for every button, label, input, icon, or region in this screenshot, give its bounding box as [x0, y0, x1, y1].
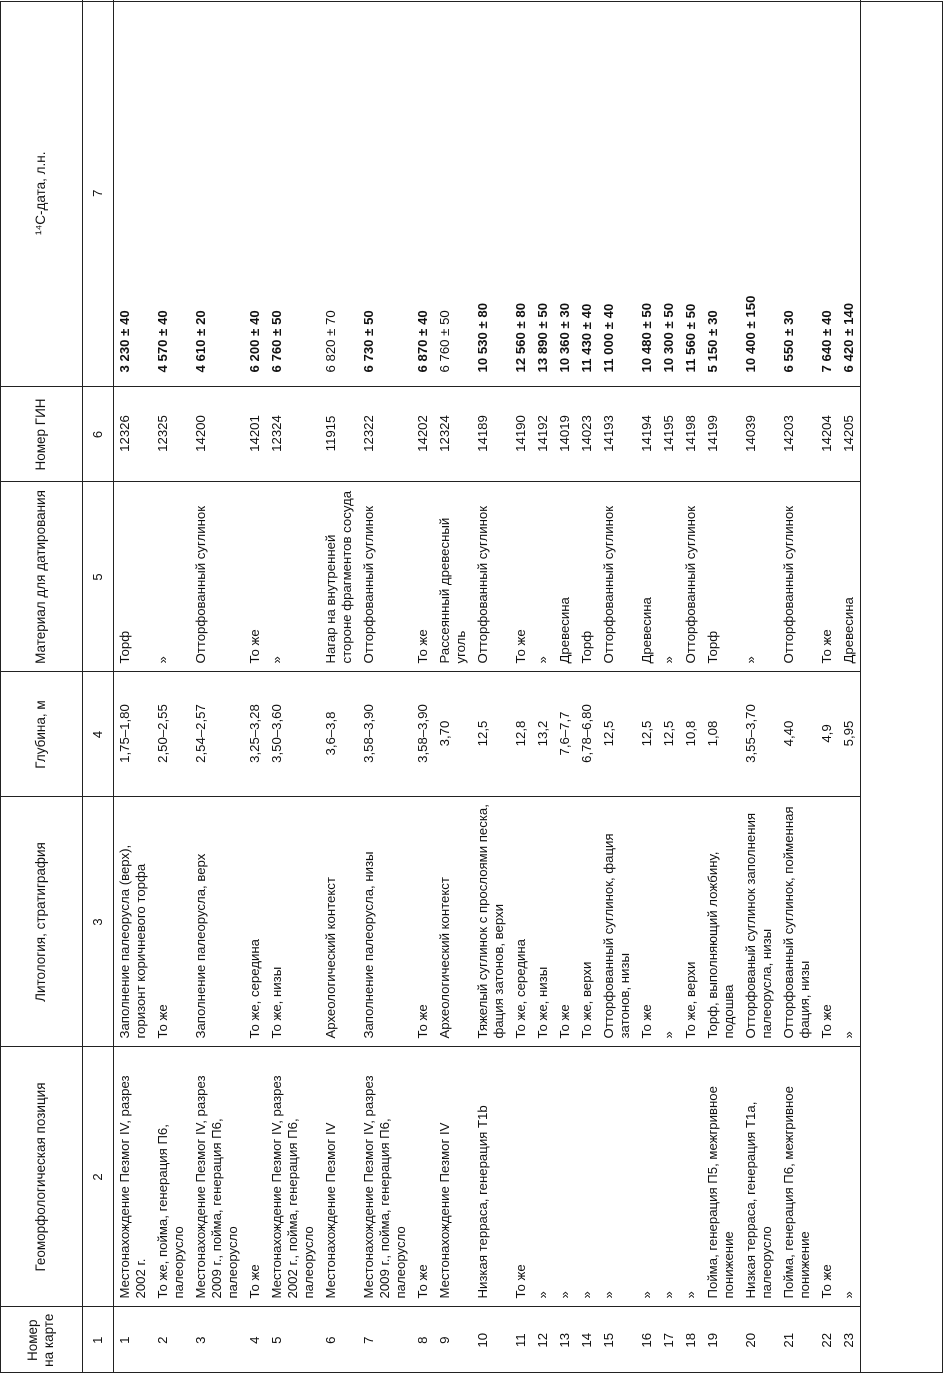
c14-date-cell: 6 420 ± 140	[838, 0, 861, 387]
map-number-cell: 7	[361, 1336, 376, 1344]
table-row	[598, 0, 636, 1373]
depth-cell: 3,25–3,28	[244, 672, 266, 797]
lithology-cell: То же	[636, 797, 658, 1047]
c14-date-cell: 4 570 ± 40	[152, 0, 190, 387]
c14-date-cell: 5 150 ± 30	[702, 0, 740, 387]
depth-cell: 5,95	[838, 672, 861, 797]
table-row	[554, 0, 576, 1373]
lithology-cell: »	[838, 797, 861, 1047]
gin-number-cell: 12326	[114, 387, 153, 482]
dating-material-cell: »	[740, 482, 778, 672]
depth-cell: 12,5	[636, 672, 658, 797]
gin-number-cell: 11915	[320, 387, 358, 482]
gin-number-cell: 14201	[244, 387, 266, 482]
gin-number-cell: 14039	[740, 387, 778, 482]
geomorphological-position-cell: Местонахождение Пезмог IV	[434, 1047, 472, 1307]
header-dating-material: Материал для датирования	[0, 482, 83, 672]
table-row	[266, 0, 320, 1373]
gin-number-cell: 12324	[434, 387, 472, 482]
map-number-cell: 23	[838, 1307, 861, 1373]
c14-date-cell: 4 610 ± 20	[190, 0, 244, 387]
c14-date-cell: 6 820 ± 70	[320, 0, 358, 387]
lithology-cell: Отторфованный суглинок, фация затонов, низы	[598, 797, 636, 1047]
geomorphological-position-cell: »	[680, 1047, 702, 1307]
column-number: 7	[83, 0, 114, 387]
lithology-cell: То же	[152, 797, 190, 1047]
gin-number-cell: 14190	[510, 387, 532, 482]
table-row	[740, 0, 778, 1373]
map-number-cell: 18	[683, 1332, 698, 1348]
depth-cell: 3,55–3,70	[740, 672, 778, 797]
dating-material-cell: Отторфованный суглинок	[190, 482, 244, 672]
lithology-cell: То же, низы	[266, 797, 320, 1047]
dating-material-cell: Отторфованный суглинок	[358, 482, 412, 672]
gin-number-cell: 14203	[778, 387, 816, 482]
gin-number-cell: 14200	[190, 387, 244, 482]
map-number-cell: 21	[781, 1332, 796, 1348]
gin-number-cell: 14192	[532, 387, 554, 482]
lithology-cell: То же, середина	[244, 797, 266, 1047]
map-number-cell: 5	[269, 1336, 284, 1344]
geomorphological-position-cell: То же	[412, 1047, 434, 1307]
lithology-cell: Отторфованый суглинок заполнения палеорусла, низы	[740, 797, 778, 1047]
depth-cell: 3,58–3,90	[412, 672, 434, 797]
c14-date-cell: 3 230 ± 40	[114, 0, 153, 387]
c14-date-cell: 11 430 ± 40	[576, 0, 598, 387]
gin-number-cell: 14023	[576, 387, 598, 482]
table-row	[114, 0, 153, 1373]
c14-date-cell: 6 200 ± 40	[244, 0, 266, 387]
c14-date-cell: 11 560 ± 50	[680, 0, 702, 387]
map-number-cell: 14	[579, 1332, 594, 1348]
geomorphological-position-cell: Местонахождение Пезмог IV, разрез 2002 г.	[114, 1047, 153, 1307]
dating-material-cell: Торф	[576, 482, 598, 672]
depth-cell: 12,5	[598, 672, 636, 797]
geomorphological-position-cell: Пойма, генерация П5, межгривное понижение	[702, 1047, 740, 1307]
table-body	[114, 0, 861, 1373]
header-c14-date: ¹⁴С-дата, л.н.	[0, 0, 83, 387]
depth-cell: 3,50–3,60	[266, 672, 320, 797]
gin-number-cell: 14193	[598, 387, 636, 482]
gin-number-cell: 14189	[472, 387, 510, 482]
depth-cell: 3,6–3,8	[320, 672, 358, 797]
lithology-cell: То же	[412, 797, 434, 1047]
gin-number-cell: 12322	[358, 387, 412, 482]
depth-cell: 7,6–7,7	[554, 672, 576, 797]
depth-cell: 4,9	[816, 672, 838, 797]
gin-number-cell: 14204	[816, 387, 838, 482]
map-number-cell: 20	[743, 1332, 758, 1348]
dating-material-cell: Рассеянный древесный уголь	[434, 482, 472, 672]
c14-date-cell: 11 000 ± 40	[598, 0, 636, 387]
gin-number-cell: 14195	[658, 387, 680, 482]
column-number: 1	[83, 1307, 114, 1373]
depth-cell: 2,50–2,55	[152, 672, 190, 797]
lithology-cell: То же	[554, 797, 576, 1047]
c14-date-cell: 7 640 ± 40	[816, 0, 838, 387]
geomorphological-position-cell: Пойма, генерация П6, межгривное понижение	[778, 1047, 816, 1307]
c14-date-cell: 6 730 ± 50	[358, 0, 412, 387]
column-number: 3	[83, 797, 114, 1047]
dating-material-cell: Отторфованный суглинок	[472, 482, 510, 672]
map-number-cell: 12	[535, 1332, 550, 1348]
c14-date-cell: 10 400 ± 150	[740, 0, 778, 387]
dating-material-cell: То же	[816, 482, 838, 672]
map-number-cell: 17	[661, 1332, 676, 1348]
dating-material-cell: »	[532, 482, 554, 672]
depth-cell: 3,70	[434, 672, 472, 797]
c14-date-cell: 6 550 ± 30	[778, 0, 816, 387]
geomorphological-position-cell: Местонахождение Пезмог IV	[320, 1047, 358, 1307]
column-number: 4	[83, 672, 114, 797]
map-number-cell: 6	[323, 1336, 338, 1344]
lithology-cell: То же, верхи	[680, 797, 702, 1047]
geomorphological-position-cell: Низкая терраса, генерация Т1а, палеорусло	[740, 1047, 778, 1307]
dating-material-cell: Отторфованный суглинок	[778, 482, 816, 672]
gin-number-cell: 12324	[266, 387, 320, 482]
map-number-cell: 4	[247, 1336, 262, 1344]
c14-date-cell: 10 480 ± 50	[636, 0, 658, 387]
dating-material-cell: То же	[244, 482, 266, 672]
table-row	[576, 0, 598, 1373]
depth-cell: 3,58–3,90	[358, 672, 412, 797]
map-number-cell: 1	[117, 1336, 132, 1344]
dating-material-cell: Отторфованный суглинок	[598, 482, 636, 672]
lithology-cell: То же, середина	[510, 797, 532, 1047]
table-row	[778, 0, 816, 1373]
map-number-cell: 16	[639, 1332, 654, 1348]
c14-date-cell: 6 870 ± 40	[412, 0, 434, 387]
lithology-cell: Заполнение палеорусла (верх), горизонт коричневого торфа	[114, 797, 153, 1047]
dating-material-cell: »	[152, 482, 190, 672]
geomorphological-position-cell: То же	[244, 1047, 266, 1307]
depth-cell: 2,54–2,57	[190, 672, 244, 797]
depth-cell: 12,8	[510, 672, 532, 797]
table-row	[320, 0, 358, 1373]
column-number: 5	[83, 482, 114, 672]
depth-cell: 10,8	[680, 672, 702, 797]
map-number-cell: 15	[601, 1332, 616, 1348]
geomorphological-position-cell: »	[554, 1047, 576, 1307]
geomorphological-position-cell: То же	[510, 1047, 532, 1307]
lithology-cell: Заполнение палеорусла, низы	[358, 797, 412, 1047]
lithology-cell: »	[658, 797, 680, 1047]
gin-number-cell: 14199	[702, 387, 740, 482]
header-lithology: Литология, стратиграфия	[0, 797, 83, 1047]
map-number-cell: 10	[475, 1332, 490, 1348]
c14-date-cell: 10 360 ± 30	[554, 0, 576, 387]
table-row	[358, 0, 412, 1373]
depth-cell: 6,78–6,80	[576, 672, 598, 797]
lithology-cell: То же, верхи	[576, 797, 598, 1047]
table-row	[636, 0, 658, 1373]
depth-cell: 13,2	[532, 672, 554, 797]
table-row	[838, 0, 861, 1373]
gin-number-cell: 14198	[680, 387, 702, 482]
c14-date-cell: 12 560 ± 80	[510, 0, 532, 387]
map-number-cell: 22	[819, 1332, 834, 1348]
gin-number-cell: 12325	[152, 387, 190, 482]
lithology-cell: Отторфованный суглинок, пойменная фация, низы	[778, 797, 816, 1047]
lithology-cell: Заполнение палеорусла, верх	[190, 797, 244, 1047]
dating-material-cell: Древесина	[636, 482, 658, 672]
table-row	[152, 0, 190, 1373]
dating-material-cell: »	[658, 482, 680, 672]
geomorphological-position-cell: Местонахождение Пезмог IV, разрез 2002 г., пойма, генерация П6, палеорусло	[266, 1047, 320, 1307]
c14-date-cell: 6 760 ± 50	[266, 0, 320, 387]
dating-material-cell: То же	[412, 482, 434, 672]
geomorphological-position-cell: »	[658, 1047, 680, 1307]
lithology-cell: То же	[816, 797, 838, 1047]
dating-material-cell: Торф	[702, 482, 740, 672]
depth-cell: 12,5	[658, 672, 680, 797]
geomorphological-position-cell: »	[838, 1047, 861, 1307]
table-row	[510, 0, 532, 1373]
header-map-number: Номер на карте	[0, 1307, 83, 1373]
lithology-cell: То же, низы	[532, 797, 554, 1047]
gin-number-cell: 14019	[554, 387, 576, 482]
gin-number-cell: 14202	[412, 387, 434, 482]
column-number: 6	[83, 387, 114, 482]
lithology-cell: Археологический контекст	[434, 797, 472, 1047]
dating-material-cell: Нагар на внутренней стороне фрагментов сосуда	[320, 482, 358, 672]
header-geomorphological-position: Геоморфологическая позиция	[0, 1047, 83, 1307]
table-row	[244, 0, 266, 1373]
geomorphological-position-cell: Низкая терраса, генерация Т1b	[472, 1047, 510, 1307]
gin-number-cell: 14194	[636, 387, 658, 482]
gin-number-cell: 14205	[838, 387, 861, 482]
dating-material-cell: Древесина	[838, 482, 861, 672]
header-gin-number: Номер ГИН	[0, 387, 83, 482]
c14-date-cell: 13 890 ± 50	[532, 0, 554, 387]
geomorphological-position-cell: То же, пойма, генерация П6, палеорусло	[152, 1047, 190, 1307]
table-row	[816, 0, 838, 1373]
geomorphological-position-cell: Местонахождение Пезмог IV, разрез 2009 г., пойма, генерация П6, палеорусло	[190, 1047, 244, 1307]
map-number-cell: 11	[513, 1333, 528, 1348]
table-row	[472, 0, 510, 1373]
depth-cell: 1,08	[702, 672, 740, 797]
depth-cell: 1,75–1,80	[114, 672, 153, 797]
map-number-cell: 3	[193, 1336, 208, 1344]
geomorphological-position-cell: »	[576, 1047, 598, 1307]
geomorphological-position-cell: »	[636, 1047, 658, 1307]
lithology-cell: Торф, выполняющий ложбину, подошва	[702, 797, 740, 1047]
table-row	[702, 0, 740, 1373]
lithology-cell: Археологический контекст	[320, 797, 358, 1047]
geomorphological-position-cell: То же	[816, 1047, 838, 1307]
lithology-cell: Тяжелый суглинок с прослоями песка, фация затонов, верхи	[472, 797, 510, 1047]
table-row	[190, 0, 244, 1373]
c14-date-cell: 10 300 ± 50	[658, 0, 680, 387]
dating-material-cell: Торф	[114, 482, 153, 672]
c14-date-cell: 10 530 ± 80	[472, 0, 510, 387]
depth-cell: 12,5	[472, 672, 510, 797]
geomorphological-position-cell: Местонахождение Пезмог IV, разрез 2009 г., пойма, генерация П6, палеорусло	[358, 1047, 412, 1307]
map-number-cell: 13	[557, 1332, 572, 1348]
dating-material-cell: »	[266, 482, 320, 672]
table-row	[658, 0, 680, 1373]
header-depth: Глубина, м	[0, 672, 83, 797]
table-row	[412, 0, 434, 1373]
c14-date-cell: 6 760 ± 50	[434, 0, 472, 387]
column-number: 2	[83, 1047, 114, 1307]
map-number-cell: 9	[437, 1336, 452, 1344]
map-number-cell: 8	[415, 1336, 430, 1344]
geomorphological-position-cell: »	[532, 1047, 554, 1307]
depth-cell: 4,40	[778, 672, 816, 797]
map-number-cell: 19	[705, 1332, 720, 1348]
table-header	[0, 0, 114, 1373]
table-row	[532, 0, 554, 1373]
map-number-cell: 2	[155, 1336, 170, 1344]
table-row	[434, 0, 472, 1373]
table-row	[680, 0, 702, 1373]
dating-material-cell: Древесина	[554, 482, 576, 672]
geomorphological-position-cell: »	[598, 1047, 636, 1307]
dating-material-cell: Отторфованный суглинок	[680, 482, 702, 672]
dating-material-cell: То же	[510, 482, 532, 672]
